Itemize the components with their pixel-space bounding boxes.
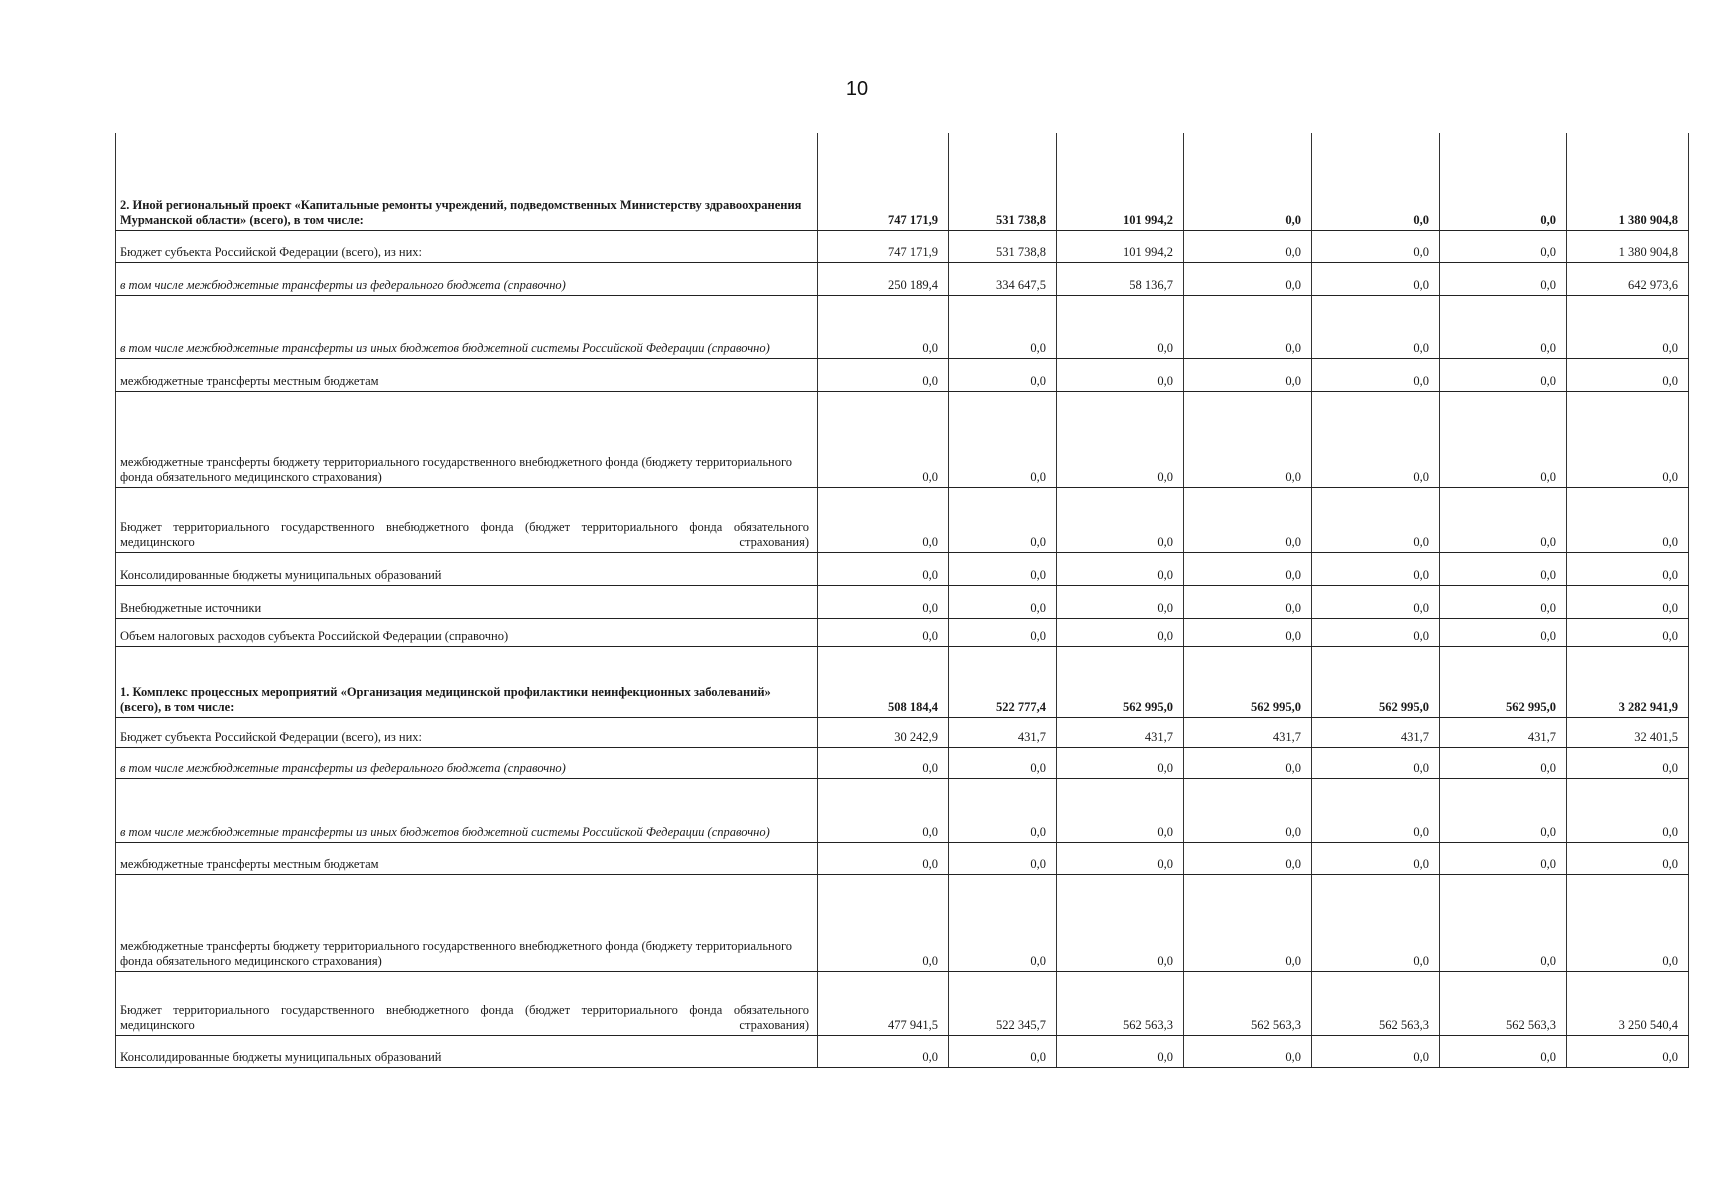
value-cell: 0,0: [1184, 874, 1312, 971]
value-cell: 0,0: [1567, 778, 1689, 842]
value-cell: 0,0: [1057, 552, 1184, 585]
value-cell: 32 401,5: [1567, 717, 1689, 747]
value-cell: 0,0: [1440, 552, 1567, 585]
value-cell: 522 345,7: [949, 971, 1057, 1035]
row-label: Консолидированные бюджеты муниципальных образований: [116, 1035, 818, 1067]
table-row: [116, 295, 1689, 358]
value-cell: 0,0: [1057, 618, 1184, 646]
value-cell: 0,0: [1567, 487, 1689, 552]
value-cell: 0,0: [1567, 874, 1689, 971]
value-cell: 0,0: [1567, 618, 1689, 646]
value-cell: 0,0: [1312, 487, 1440, 552]
value-cell: 0,0: [1057, 391, 1184, 487]
row-label: межбюджетные трансферты местным бюджетам: [116, 358, 818, 391]
table-row: [116, 618, 1689, 646]
table-row: [116, 842, 1689, 874]
value-cell: 0,0: [949, 358, 1057, 391]
value-cell: 0,0: [1440, 1035, 1567, 1067]
value-cell: 0,0: [1057, 874, 1184, 971]
value-cell: 531 738,8: [949, 230, 1057, 262]
table-row: [116, 585, 1689, 618]
table-row: [116, 646, 1689, 717]
value-cell: 0,0: [1312, 778, 1440, 842]
value-cell: 0,0: [949, 585, 1057, 618]
row-label: межбюджетные трансферты бюджету территориального государственного внебюджетного фонда (бюджету территориального фонда обязательного медицинского страхования): [116, 391, 818, 487]
value-cell: 0,0: [1184, 262, 1312, 295]
table-row: [116, 487, 1689, 552]
value-cell: 0,0: [1312, 358, 1440, 391]
table-row: [116, 262, 1689, 295]
value-cell: 0,0: [1567, 747, 1689, 778]
value-cell: 0,0: [818, 391, 949, 487]
value-cell: 0,0: [1440, 358, 1567, 391]
value-cell: 0,0: [1184, 747, 1312, 778]
row-label: в том числе межбюджетные трансферты из федерального бюджета (справочно): [116, 262, 818, 295]
value-cell: 0,0: [1567, 585, 1689, 618]
value-cell: 0,0: [818, 842, 949, 874]
value-cell: 0,0: [1057, 747, 1184, 778]
value-cell: 0,0: [1057, 295, 1184, 358]
value-cell: 0,0: [1567, 1035, 1689, 1067]
value-cell: 0,0: [818, 585, 949, 618]
value-cell: 0,0: [1057, 778, 1184, 842]
value-cell: 0,0: [949, 1035, 1057, 1067]
value-cell: 101 994,2: [1057, 133, 1184, 230]
value-cell: 0,0: [1057, 842, 1184, 874]
value-cell: 0,0: [1312, 874, 1440, 971]
table-row: [116, 747, 1689, 778]
value-cell: 1 380 904,8: [1567, 230, 1689, 262]
value-cell: 562 563,3: [1312, 971, 1440, 1035]
value-cell: 0,0: [949, 618, 1057, 646]
row-label: Бюджет территориального государственного внебюджетного фонда (бюджет территориального фонда обязательного медицинского страхования): [116, 971, 818, 1035]
value-cell: 0,0: [949, 295, 1057, 358]
row-label: Бюджет субъекта Российской Федерации (всего), из них:: [116, 230, 818, 262]
table-row: [116, 1035, 1689, 1067]
value-cell: 0,0: [1312, 842, 1440, 874]
value-cell: 58 136,7: [1057, 262, 1184, 295]
value-cell: 0,0: [949, 552, 1057, 585]
value-cell: 0,0: [1184, 778, 1312, 842]
value-cell: 3 282 941,9: [1567, 646, 1689, 717]
value-cell: 0,0: [818, 1035, 949, 1067]
value-cell: 0,0: [1440, 618, 1567, 646]
value-cell: 0,0: [1312, 585, 1440, 618]
budget-table: [115, 133, 1689, 1068]
value-cell: 0,0: [1184, 1035, 1312, 1067]
value-cell: 0,0: [1567, 391, 1689, 487]
value-cell: 508 184,4: [818, 646, 949, 717]
value-cell: 0,0: [1567, 295, 1689, 358]
value-cell: 0,0: [818, 552, 949, 585]
value-cell: 562 995,0: [1057, 646, 1184, 717]
value-cell: 431,7: [1184, 717, 1312, 747]
value-cell: 0,0: [1440, 778, 1567, 842]
value-cell: 0,0: [1184, 230, 1312, 262]
value-cell: 0,0: [1440, 262, 1567, 295]
value-cell: 0,0: [818, 874, 949, 971]
value-cell: 0,0: [1312, 747, 1440, 778]
value-cell: 747 171,9: [818, 230, 949, 262]
value-cell: 431,7: [1440, 717, 1567, 747]
value-cell: 522 777,4: [949, 646, 1057, 717]
value-cell: 0,0: [1312, 295, 1440, 358]
row-label: Бюджет субъекта Российской Федерации (всего), из них:: [116, 717, 818, 747]
value-cell: 0,0: [818, 778, 949, 842]
value-cell: 0,0: [1440, 230, 1567, 262]
value-cell: 101 994,2: [1057, 230, 1184, 262]
value-cell: 0,0: [949, 874, 1057, 971]
value-cell: 0,0: [1184, 487, 1312, 552]
value-cell: 0,0: [949, 391, 1057, 487]
value-cell: 0,0: [1184, 133, 1312, 230]
table-row: [116, 874, 1689, 971]
value-cell: 0,0: [1184, 585, 1312, 618]
row-label: в том числе межбюджетные трансферты из федерального бюджета (справочно): [116, 747, 818, 778]
row-label: 1. Комплекс процессных мероприятий «Организация медицинской профилактики неинфекционных заболеваний» (всего), в том числе:: [116, 646, 818, 717]
value-cell: 562 563,3: [1440, 971, 1567, 1035]
value-cell: 642 973,6: [1567, 262, 1689, 295]
value-cell: 562 995,0: [1184, 646, 1312, 717]
table-row: [116, 971, 1689, 1035]
value-cell: 0,0: [1057, 1035, 1184, 1067]
value-cell: 0,0: [1312, 133, 1440, 230]
value-cell: 0,0: [1057, 358, 1184, 391]
row-label: в том числе межбюджетные трансферты из иных бюджетов бюджетной системы Российской Федерации (справочно): [116, 778, 818, 842]
value-cell: 531 738,8: [949, 133, 1057, 230]
value-cell: 0,0: [949, 778, 1057, 842]
value-cell: 0,0: [1312, 391, 1440, 487]
value-cell: 0,0: [818, 487, 949, 552]
row-label: межбюджетные трансферты местным бюджетам: [116, 842, 818, 874]
value-cell: 0,0: [1567, 552, 1689, 585]
value-cell: 3 250 540,4: [1567, 971, 1689, 1035]
value-cell: 0,0: [1057, 487, 1184, 552]
value-cell: 0,0: [1312, 1035, 1440, 1067]
value-cell: 250 189,4: [818, 262, 949, 295]
value-cell: 0,0: [1567, 358, 1689, 391]
row-label: Объем налоговых расходов субъекта Российской Федерации (справочно): [116, 618, 818, 646]
value-cell: 0,0: [818, 358, 949, 391]
value-cell: 0,0: [949, 487, 1057, 552]
value-cell: 477 941,5: [818, 971, 949, 1035]
value-cell: 562 995,0: [1440, 646, 1567, 717]
table-row: [116, 230, 1689, 262]
value-cell: 0,0: [1057, 585, 1184, 618]
value-cell: 562 563,3: [1057, 971, 1184, 1035]
value-cell: 1 380 904,8: [1567, 133, 1689, 230]
value-cell: 30 242,9: [818, 717, 949, 747]
row-label: 2. Иной региональный проект «Капитальные ремонты учреждений, подведомственных Министерству здравоохранения Мурманской области» (всего), в том числе:: [116, 133, 818, 230]
table-row: [116, 391, 1689, 487]
table-row: [116, 358, 1689, 391]
value-cell: 0,0: [1312, 230, 1440, 262]
value-cell: 0,0: [1184, 842, 1312, 874]
value-cell: 562 995,0: [1312, 646, 1440, 717]
table-row: [116, 133, 1689, 230]
value-cell: 0,0: [818, 295, 949, 358]
value-cell: 0,0: [1440, 842, 1567, 874]
value-cell: 334 647,5: [949, 262, 1057, 295]
value-cell: 0,0: [1184, 358, 1312, 391]
value-cell: 431,7: [1312, 717, 1440, 747]
row-label: Бюджет территориального государственного внебюджетного фонда (бюджет территориального фонда обязательного медицинского страхования): [116, 487, 818, 552]
value-cell: 562 563,3: [1184, 971, 1312, 1035]
table-row: [116, 778, 1689, 842]
page-number: 10: [845, 78, 869, 100]
value-cell: 0,0: [1440, 874, 1567, 971]
value-cell: 0,0: [818, 618, 949, 646]
row-label: Внебюджетные источники: [116, 585, 818, 618]
value-cell: 431,7: [949, 717, 1057, 747]
value-cell: 0,0: [949, 842, 1057, 874]
value-cell: 0,0: [1312, 552, 1440, 585]
row-label: в том числе межбюджетные трансферты из иных бюджетов бюджетной системы Российской Федерации (справочно): [116, 295, 818, 358]
value-cell: 747 171,9: [818, 133, 949, 230]
value-cell: 0,0: [1184, 618, 1312, 646]
value-cell: 0,0: [818, 747, 949, 778]
value-cell: 0,0: [1440, 295, 1567, 358]
value-cell: 0,0: [1184, 295, 1312, 358]
value-cell: 0,0: [949, 747, 1057, 778]
value-cell: 0,0: [1567, 842, 1689, 874]
value-cell: 0,0: [1184, 552, 1312, 585]
value-cell: 0,0: [1440, 747, 1567, 778]
table-row: [116, 552, 1689, 585]
row-label: Консолидированные бюджеты муниципальных образований: [116, 552, 818, 585]
value-cell: 0,0: [1184, 391, 1312, 487]
value-cell: 0,0: [1440, 487, 1567, 552]
value-cell: 431,7: [1057, 717, 1184, 747]
value-cell: 0,0: [1312, 262, 1440, 295]
table-row: [116, 717, 1689, 747]
value-cell: 0,0: [1440, 391, 1567, 487]
value-cell: 0,0: [1312, 618, 1440, 646]
row-label: межбюджетные трансферты бюджету территориального государственного внебюджетного фонда (бюджету территориального фонда обязательного медицинского страхования): [116, 874, 818, 971]
value-cell: 0,0: [1440, 585, 1567, 618]
value-cell: 0,0: [1440, 133, 1567, 230]
